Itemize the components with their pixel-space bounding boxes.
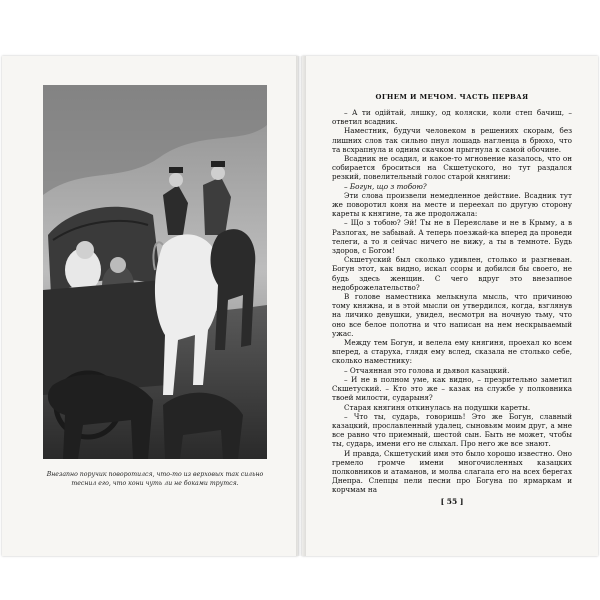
- paragraph: – Что ты, сударь, говоришь! Это же Богун, славный казацкий, прославленный удалец, сыновьям моим друг, а мне все равно что приемный, шестой сын. Быть не может, чтобы ты, сударь, имени его не слыхал. Про него же все знают.: [332, 411, 572, 449]
- paragraph: – И не в полном уме, как видно, – презрительно заметил Скшетуский. – Кто это же – казак на службе у полковника твоей милости, сударыня?: [332, 374, 572, 403]
- paragraph: И правда, Скшетуский имя это было хорошо известно. Оно гремело громче имени многочисленных казацких полковников и атаманов, и молва слагала его на всех берегах Днепра. Слепцы пели песни про Богуна по ярмаркам и корчмам на: [332, 448, 572, 495]
- paragraph: Между тем Богун, и велела ему княгиня, проехал ко всем вперед, а старуха, глядя ему вслед, сказала не столько себе, сколько наместнику:: [332, 338, 572, 366]
- paragraph: – Що з тобою? Эй! Ты не в Переяславе и не в Крыму, а в Разлогах, не забывай. А теперь поезжай-ка вперед да проведи телеги, а то я сейчас ничего не вижу, а ты в темноте. Будь здоров, с Богом!: [332, 218, 572, 256]
- paragraph: – Отчаянная это голова и дьявол казацкий.: [344, 365, 510, 375]
- illustration-caption: Внезапно поручик поворотился, что-то из верховых так сильно теснил его, что кони чуть ли не боками трутся.: [46, 471, 264, 487]
- paragraph: – Богун, що з тобою?: [344, 181, 427, 191]
- paragraph: Скшетуский был сколько удивлен, столько и разгневан. Богун этот, как видно, искал ссоры и добился бы своего, не будь здесь женщин. С чего вдруг это внезапное недоброжелательство?: [332, 255, 572, 292]
- paragraph: Всадник не осадил, и какое-то мгновение казалось, что он собирается броситься на Скшетуского, но тут раздался резкий, повелительный голос старой княгини:: [332, 154, 572, 182]
- page-number: [ 55 ]: [440, 497, 464, 506]
- engraving-illustration: [43, 85, 267, 459]
- paragraph: Старая княгиня откинулась на подушки кареты.: [344, 402, 531, 412]
- paragraph: Наместник, будучи человеком в решениях скорым, без лишних слов так сильно пнул лошадь нагленца в брюхо, что та всхрапнула и одним скачком прыгнула к самой обочине.: [332, 126, 572, 154]
- running-head: ОГНЕМ И МЕЧОМ. ЧАСТЬ ПЕРВАЯ: [375, 93, 529, 101]
- paragraph: В голове наместника мелькнула мысль, что причиною тому княжна, и в этой мысли он утвердился, когда, взглянув на личико девушки, увидел, несмотря на ночную тьму, что оно все белое полотна и что написан на нем нескрываемый ужас.: [332, 292, 572, 338]
- paragraph: – А ти одійтай, ляшку, од коляски, коли степ бачиш, – ответил всадник.: [332, 108, 572, 127]
- paragraph: Эти слова произвели немедленное действие. Всадник тут же поворотил коня на месте и переехал по другую сторону кареты к княгине, та же продолжала:: [332, 190, 572, 219]
- book-gutter: [296, 56, 306, 556]
- body-text: [332, 108, 572, 495]
